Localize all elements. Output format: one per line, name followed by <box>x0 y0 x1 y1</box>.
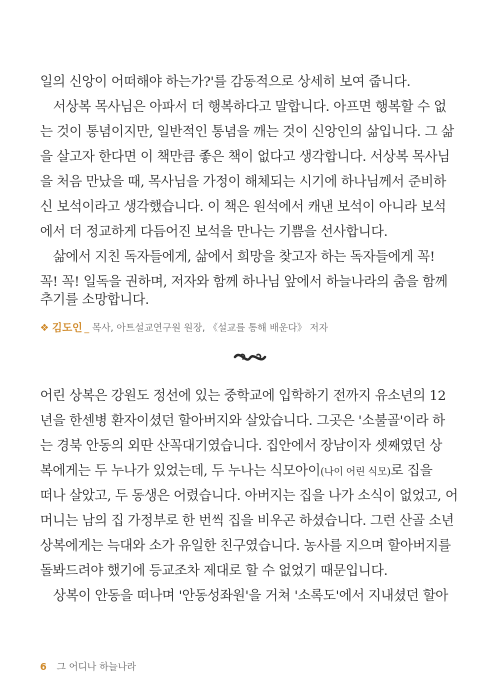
body-line: 을 살고자 한다면 이 책만큼 좋은 책이 없다고 생각합니다. 서상복 목사님 <box>40 150 450 165</box>
body-line: 는 것이 통념이지만, 일반적인 통념을 깨는 것이 신앙인의 삶입니다. 그 삶 <box>40 125 454 140</box>
page-number: 6 <box>40 662 47 673</box>
body-line: 년을 한센병 환자이셨던 할아버지와 살았습니다. 그곳은 '소불골'이라 하 <box>40 414 445 429</box>
credit-separator: _ <box>84 323 90 334</box>
body-line: 삶에서 지친 독자들에게, 삶에서 희망을 찾고자 하는 독자들에게 꼭! <box>53 250 435 265</box>
swash-ornament-icon <box>232 348 268 368</box>
body-line: 신 보석이라고 생각했습니다. 이 책은 원석에서 캐낸 보석이 아니라 보석 <box>40 200 446 215</box>
body-line: 돌봐드려야 했기에 등교조차 제대로 할 수 없었기 때문입니다. <box>40 564 388 579</box>
diamond-bullet-icon: ❖ <box>40 323 49 334</box>
body-line: 어린 상복은 강원도 정선에 있는 중학교에 입학하기 전까지 유소년의 12 <box>40 389 446 404</box>
body-line: 꼭! 꼭! 일독을 권하며, 저자와 함께 하나님 앞에서 하늘나라의 춤을 함께 <box>40 275 448 290</box>
body-line: 서상복 목사님은 아파서 더 행복하다고 말합니다. 아프면 행복할 수 없 <box>53 100 447 115</box>
credit-description: 목사, 아트설교연구원 원장, 《설교를 통해 배운다》 저자 <box>92 323 329 334</box>
running-title: 그 어디나 하늘나라 <box>56 662 137 673</box>
body-line: 에서 더 정교하게 다듬어진 보석을 만나는 기쁨을 선사합니다. <box>40 225 388 240</box>
credit-name: 김도인 <box>51 322 83 334</box>
body-line: 상복에게는 늑대와 소가 유일한 친구였습니다. 농사를 지으며 할아버지를 <box>40 539 451 554</box>
body-line: 추기를 소망합니다. <box>40 293 149 308</box>
body-line: 일의 신앙이 어떠해야 하는가?'를 감동적으로 상세히 보여 줍니다. <box>40 75 411 90</box>
body-line <box>40 463 464 482</box>
body-line: 떠나 살았고, 두 동생은 어렸습니다. 아버지는 집을 나가 소식이 없었고, 어 <box>40 489 458 504</box>
inline-note: (나이 어린 식모) <box>320 467 391 478</box>
page-footer <box>40 659 136 673</box>
author-credit <box>40 320 328 335</box>
body-line: 는 경북 안동의 외딴 산꼭대기였습니다. 집안에서 장남이자 셋째였던 상 <box>40 439 443 454</box>
body-text: 로 집을 <box>390 464 433 479</box>
body-line: 머니는 남의 집 가정부로 한 번씩 집을 비우곤 하셨습니다. 그런 산골 소년 <box>40 514 454 529</box>
body-line: 을 처음 만났을 때, 목사님을 가정이 해체되는 시기에 하나님께서 준비하 <box>40 175 446 190</box>
body-text: 복에게는 두 누나가 있었는데, 두 누나는 식모아이 <box>40 464 321 479</box>
body-line: 상복이 안동을 떠나며 '안동성좌원'을 거쳐 '소록도'에서 지내셨던 할아 <box>53 589 449 604</box>
